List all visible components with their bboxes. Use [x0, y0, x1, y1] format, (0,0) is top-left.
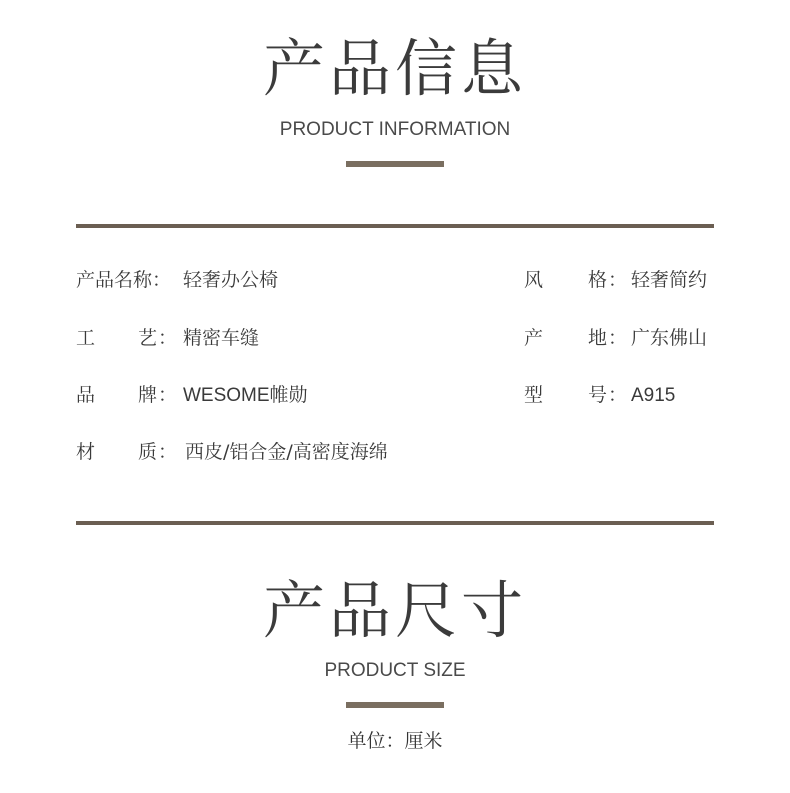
spec-model-label — [524, 386, 634, 408]
spec-material-colon: ： — [158, 441, 178, 463]
size-title-cn: 产品尺寸 — [262, 574, 527, 647]
unit-line — [0, 732, 790, 751]
unit-value: 厘米 — [404, 730, 443, 752]
spec-model-label-char-2: 号 — [588, 384, 608, 406]
spec-material-label-char-1: 材 — [76, 441, 96, 463]
spec-name-value: 轻奢办公椅 — [183, 269, 279, 291]
size-title-en: PRODUCT SIZE — [324, 660, 466, 681]
spec-style-label-char-1: 风 — [524, 269, 544, 291]
spec-style-label-char-2: 格 — [588, 269, 608, 291]
top-divider — [76, 224, 714, 228]
spec-material-label-char-2: 质 — [138, 441, 158, 463]
spec-craft-label-char-1: 工 — [76, 327, 96, 349]
spec-origin-label — [524, 329, 634, 351]
size-title-accent-bar — [346, 702, 444, 708]
spec-style-colon: ： — [608, 269, 628, 291]
spec-name-colon: ： — [152, 269, 172, 291]
spec-brand-value: WESOME帷勋 — [183, 385, 308, 406]
spec-craft-colon: ： — [158, 327, 178, 349]
spec-material-value: 西皮/铝合金/高密度海绵 — [185, 441, 388, 463]
spec-material-label — [76, 443, 186, 465]
spec-brand-colon: ： — [158, 384, 178, 406]
spec-model-value: A915 — [631, 385, 676, 406]
unit-label: 单位 — [347, 730, 386, 752]
spec-craft-label — [76, 329, 186, 351]
info-title-cn: 产品信息 — [262, 32, 527, 105]
spec-style-label — [524, 271, 634, 293]
spec-origin-label-char-1: 产 — [524, 327, 544, 349]
spec-name-label-text: 产品名称 — [76, 269, 153, 291]
info-title-en: PRODUCT INFORMATION — [279, 119, 511, 140]
spec-origin-colon: ： — [608, 327, 628, 349]
unit-colon: ： — [385, 730, 405, 752]
spec-origin-label-char-2: 地 — [588, 327, 608, 349]
spec-model-label-char-1: 型 — [524, 384, 544, 406]
spec-brand-label-char-2: 牌 — [138, 384, 158, 406]
spec-model-colon: ： — [608, 384, 628, 406]
spec-craft-label-char-2: 艺 — [138, 327, 158, 349]
spec-name-label — [76, 271, 171, 290]
spec-brand-label — [76, 386, 186, 408]
spec-origin-value: 广东佛山 — [631, 327, 708, 349]
spec-craft-value: 精密车缝 — [183, 327, 260, 349]
info-title-accent-bar — [346, 161, 444, 167]
spec-brand-label-char-1: 品 — [76, 384, 96, 406]
bottom-divider — [76, 521, 714, 525]
spec-style-value: 轻奢简约 — [631, 269, 708, 291]
